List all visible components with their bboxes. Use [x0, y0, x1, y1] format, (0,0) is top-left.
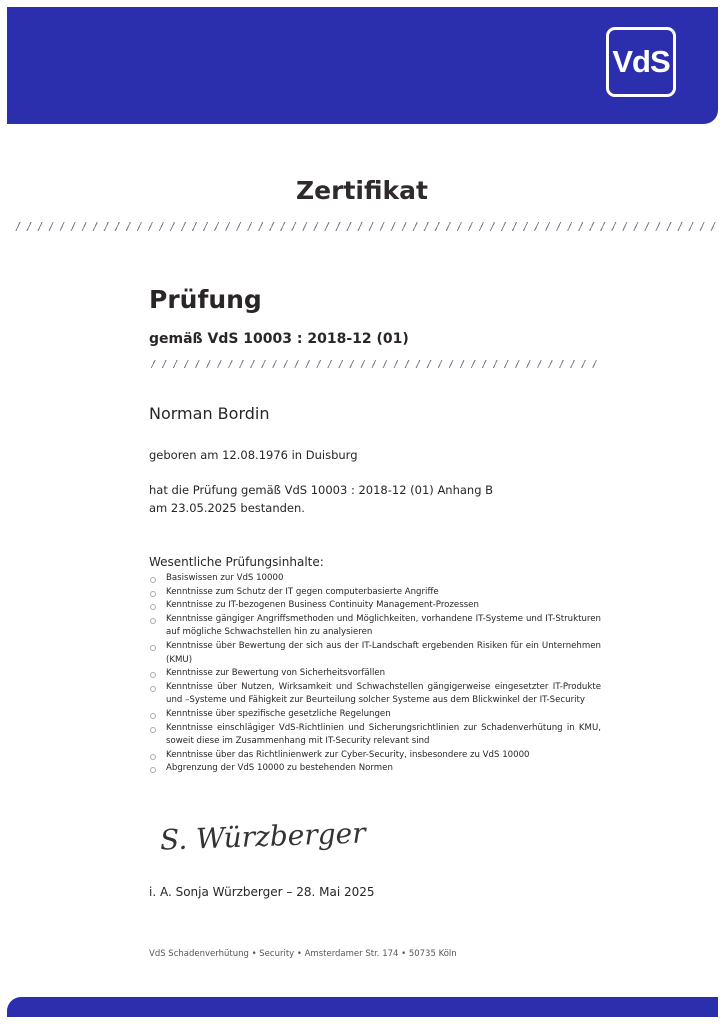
person-name: Norman Bordin	[149, 404, 270, 423]
list-item: Kenntnisse über Nutzen, Wirksamkeit und Schwachstellen gängigerweise eingesetzter IT-Produkte und –Systeme und Fähigkeit zur Beurteilung solcher Systeme aus dem Blickwinkel der IT-Security	[149, 681, 601, 708]
result-line-2: am 23.05.2025 bestanden.	[149, 501, 305, 515]
list-item: Kenntnisse zur Bewertung von Sicherheitsvorfällen	[149, 667, 601, 681]
list-item: Abgrenzung der VdS 10000 zu bestehenden Normen	[149, 762, 601, 776]
list-item: Kenntnisse zu IT-bezogenen Business Continuity Management-Prozessen	[149, 599, 601, 613]
divider	[14, 222, 718, 231]
exam-standard: gemäß VdS 10003 : 2018-12 (01)	[149, 331, 409, 347]
list-item: Kenntnisse einschlägiger VdS-Richtlinien und Sicherungsrichtlinien zur Schadenverhütung in KMU, soweit diese im Zusammenhang mit IT-Security relevant sind	[149, 722, 601, 749]
list-item: Kenntnisse gängiger Angriffsmethoden und Möglichkeiten, vorhandene IT-Systeme und IT-Strukturen auf mögliche Schwachstellen hin zu analysieren	[149, 613, 601, 640]
list-item: Kenntnisse über das Richtlinienwerk zur Cyber-Security, insbesondere zu VdS 10000	[149, 749, 601, 763]
contents-heading: Wesentliche Prüfungsinhalte:	[149, 555, 324, 569]
signature: S. Würzberger	[159, 816, 367, 857]
signer-line: i. A. Sonja Würzberger – 28. Mai 2025	[149, 885, 375, 899]
result-line-1: hat die Prüfung gemäß VdS 10003 : 2018-12 (01) Anhang B	[149, 483, 494, 497]
vds-logo: VdS	[606, 27, 676, 97]
exam-heading: Prüfung	[149, 285, 262, 314]
footer-address: VdS Schadenverhütung • Security • Amsterdamer Str. 174 • 50735 Köln	[149, 949, 457, 959]
certificate-title: Zertifikat	[296, 176, 428, 205]
contents-list	[149, 572, 601, 776]
footer-band	[7, 997, 718, 1017]
birth-info: geboren am 12.08.1976 in Duisburg	[149, 448, 358, 462]
list-item: Kenntnisse über Bewertung der sich aus der IT-Landschaft ergebenden Risiken für ein Unternehmen (KMU)	[149, 640, 601, 667]
divider	[149, 360, 599, 368]
list-item: Kenntnisse zum Schutz der IT gegen computerbasierte Angriffe	[149, 586, 601, 600]
list-item: Kenntnisse über spezifische gesetzliche Regelungen	[149, 708, 601, 722]
list-item: Basiswissen zur VdS 10000	[149, 572, 601, 586]
